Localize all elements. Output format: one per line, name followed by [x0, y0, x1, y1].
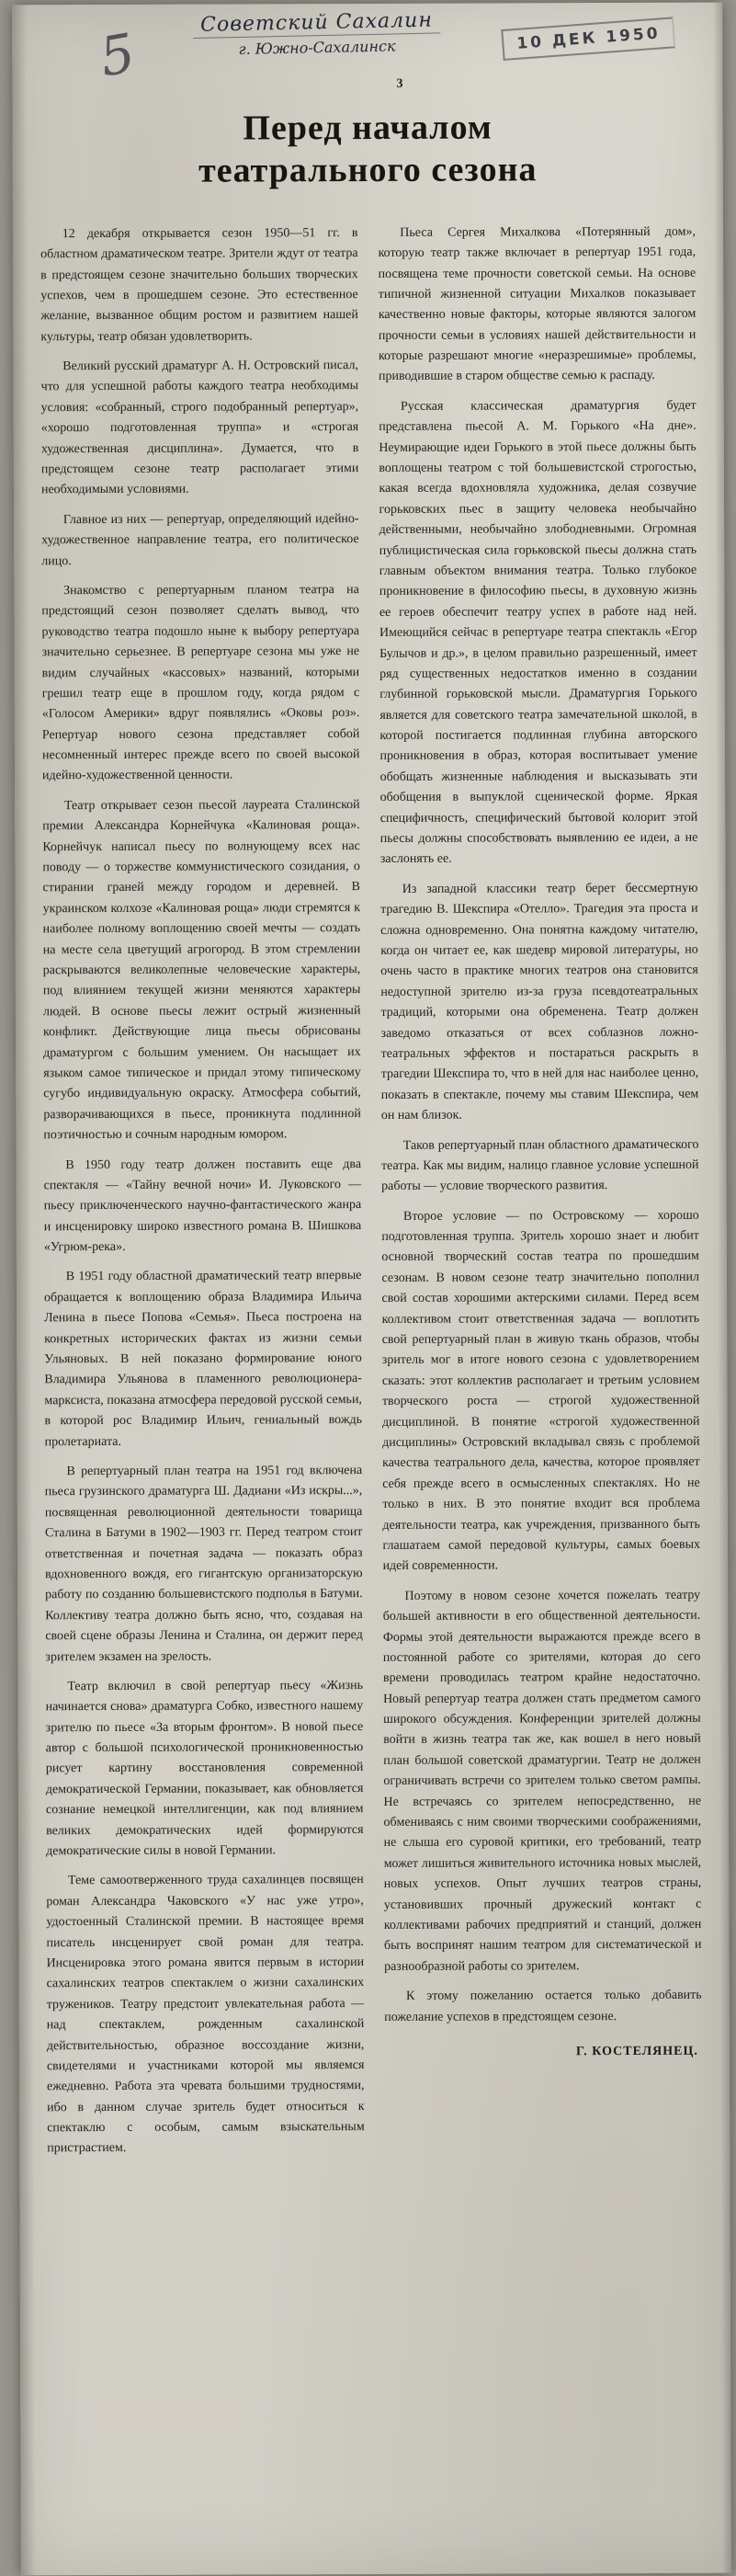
- article-title-line1: Перед началом: [243, 108, 493, 148]
- newspaper-clipping: [12, 3, 731, 2576]
- date-stamp: 10 ДЕК 1950: [501, 17, 675, 61]
- left-column: [40, 223, 365, 2169]
- right-column-paragraphs: [378, 222, 701, 2027]
- paragraph: Русская классическая драматургия будет представлена пьесой А. М. Горького «На дне». Неумирающие идеи Горького в этой пьесе должны быть воплощены театром с той большевистской строгостью, какая всегда вдохновляла художника, делая созвучие горьковских пьес в защиту человека необычайно действенными, необычайно злободневными. Огромная публицистическая сила горьковской пьесы должна стать главным объектом внимания театра. Только глубокое проникновение в философию пьесы, в духовную жизнь ее героев обеспечит театру успех в работе над ней. Имеющийся сейчас в репертуаре театра спектакль «Егор Булычов и др.», в целом правильно разрешенный, имеет ряд существенных недостатков именно в создании глубинной горьковской мысли. Драматургия Горького является для советского театра замечательной школой, в которой постигается подлинная глубина авторского проникновения в образ, которая воспитывает умение обобщать жизненные наблюдения и высказывать эти обобщения в выпуклой сценической форме. Яркая специфичность, специфический бытовой колорит этой пьесы должны способствовать выявлению ее идеи, а не заслонять ее.: [379, 398, 698, 867]
- paragraph: Театр включил в свой репертуар пьесу «Жизнь начинается снова» драматурга Собко, известного нашему зрителю по пьесе «За вторым фронтом». В новой пьесе автор с большой психологической проникновенностью рисует картину восстановления современной демократической Германии, показывает, как обновляется сознание немецкой интеллигенции, как под влиянием великих демократических идей формируются демократические силы в новой Германии.: [45, 1678, 364, 1859]
- clipping-header: [12, 3, 722, 97]
- left-column-paragraphs: [40, 223, 365, 2160]
- right-column: [378, 222, 702, 2167]
- paragraph: Пьеса Сергея Михалкова «Потерянный дом», которую театр также включает в репертуар 1951 года, посвящена теме прочности советской семьи. На основе типичной жизненной ситуации Михалков показывает качественно новые факторы, которые являются залогом прочности семьи в условиях нашей действительности и которые разрешают многие «неразрешимые» проблемы, приводившие в старом обществе семью к распаду.: [378, 224, 696, 384]
- paragraph: В 1950 году театр должен поставить еще два спектакля — «Тайну вечной ночи» И. Луковского — пьесу приключенческого научно-фантастического жанра и инсценировку широко известного романа В. Шишкова «Угрюм-река».: [43, 1157, 362, 1255]
- paragraph: Главное из них — репертуар, определяющий идейно-художественное направление театра, его политическое лицо.: [41, 511, 359, 568]
- paragraph: 12 декабря открывается сезон 1950—51 гг. в областном драматическом театре. Зрители ждут от театра в предстоящем сезоне значительно больших творческих успехов, чем в прошедшем сезоне. Это естественное желание, вызванное общим ростом и развитием нашей культуры, театр обязан удовлетворить.: [40, 225, 358, 344]
- page-number: 3: [396, 76, 403, 91]
- paragraph: Таков репертуарный план областного драматического театра. Как мы видим, налицо главное условие успешной работы — условие творческого развития.: [381, 1137, 699, 1194]
- newspaper-city: г. Южно-Сахалинск: [238, 37, 396, 58]
- paragraph: Второе условие — по Островскому — хорошо подготовленная труппа. Зритель хорошо знает и любит основной творческий состав театра по прошедшим сезонам. В новом сезоне театр значительно пополнил свой состав хорошими актерскими силами. Перед всем коллективом стоит ответственная задача — воплотить свой репертуарный план в живую ткань образов, чтобы зритель мог в итоге нового сезона с удовлетворением сказать: этот коллектив располагает и третьим условием творческого роста — строгой художественной дисциплиной. В понятие «строгой художественной дисциплины» Островский вкладывал связь с проблемой качества театрального дела, качества, которое проявляет себя прежде всего в осмысленных спектаклях. Но не только в них. В это понятие входит вся проблема деятельности театра, как учреждения, призванного быть глашатаем самой передовой культуры, самых боевых идей современности.: [381, 1208, 700, 1574]
- author-signature: Г. КОСТЕЛЯНЕЦ.: [575, 2044, 698, 2059]
- paragraph: Великий русский драматург А. Н. Островский писал, что для успешной работы каждого театра необходимы условия: «собранный, строго подобранный репертуар», «хорошо подготовленная труппа» и «строгая художественная дисциплина». Думается, что в предстоящем сезоне театр располагает этими необходимыми условиями.: [40, 359, 359, 497]
- paragraph: В 1951 году областной драматический театр впервые обращается к воплощению образа Владимира Ильича Ленина в пьесе Попова «Семья». Пьеса построена на конкретных исторических фактах из жизни семьи Ульяновых. В ней показано формирование юного Владимира Ульянова в пламенного революционера-марксиста, показана атмосфера передовой русской семьи, в которой рос Владимир Ильич, гениальный вождь пролетариата.: [44, 1269, 363, 1449]
- article-title-line2: театрального сезона: [198, 150, 538, 191]
- article-body: [13, 222, 730, 2169]
- paragraph: Теме самоотверженного труда сахалинцев посвящен роман Александра Чаковского «У нас уже утро», удостоенный Сталинской премии. В настоящее время писатель инсценирует свой роман для театра. Инсценировка этого романа явится первым в истории сахалинских театров спектаклем о жизни сахалинских тружеников. Театру предстоит увлекательная работа — над спектаклем, рожденным сахалинской действительностью, образное воссоздание жизни, свидетелями и участниками которой мы являемся ежедневно. Работа эта чревата большими трудностями, ибо в данном случае зритель будет относиться к спектаклю с особым, самым взыскательным пристрастием.: [46, 1873, 365, 2156]
- paragraph: Знакомство с репертуарным планом театра на предстоящий сезон позволяет сделать вывод, что руководство театра подошло ныне к выбору репертуара значительно серьезнее. В репертуаре сезона мы уже не видим случайных «кассовых» названий, которыми грешил театр еще в прошлом году, когда рядом с «Голосом Америки» вдруг появлялись «Оковы роз». Репертуар нового сезона представляет собой несомненный интерес прежде всего по своей высокой идейно-художественной ценности.: [41, 583, 360, 783]
- paragraph: К этому пожеланию остается только добавить пожелание успехов в предстоящем сезоне.: [384, 1988, 702, 2024]
- paragraph: Театр открывает сезон пьесой лауреата Сталинской премии Александра Корнейчука «Калиновая роща». Корнейчук написал пьесу по волнующему всех нас поводу — о торжестве коммунистического созидания, о стирании граней между городом и деревней. В украинском колхозе «Калиновая роща» люди стремятся к наиболее полному воплощению своей мечты — создать на месте села цветущий агрогород. В этом стремлении раскрываются великолепные человеческие характеры, под влиянием текущей жизни меняются характеры людей. В основе пьесы лежит острый жизненный конфликт. Действующие лица пьесы обрисованы драматургом с большим умением. Он насыщает их языком самое типическое и придал этому типическому сугубо индивидуальную окраску. Атмосфера событий, разворачивающихся в пьесе, проникнута подлинной поэтичностью и сочным народным юмором.: [42, 797, 361, 1143]
- paragraph: В репертуарный план театра на 1951 год включена пьеса грузинского драматурга Ш. Дадиани «Из искры...», посвященная революционной деятельности товарища Сталина в Батуми в 1902—1903 гг. Перед театром стоит ответственная и почетная задача — показать образ вдохновенного вождя, его гигантскую организаторскую работу по созданию большевистского подполья в Батуми. Коллективу театра должно быть ясно, что, создавая на своей сцене образы Ленина и Сталина, он держит перед зрителем экзамен на зрелость.: [44, 1464, 363, 1664]
- paragraph: Поэтому в новом сезоне хочется пожелать театру большей активности в его общественной деятельности. Формы этой деятельности выражаются прежде всего в постоянной работе со зрителями, которая до сего времени проводилась театром крайне недостаточно. Новый репертуар театра должен стать предметом самого широкого обсуждения. Конференции зрителей должны войти в жизнь театра так же, как вошел в него новый план большой советской драматургии. Театр не должен ограничивать встречи со зрителем только светом рампы. Не встречаясь со зрителем непосредственно, не обмениваясь с ним своими творческими соображениями, не слыша его суровой критики, его требований, театр может лишиться живительного источника новых мыслей, новых успехов. Опыт лучших театров страны, установивших прочный дружеский контакт с коллективами рабочих предприятий и станций, должен быть воспринят нашим театром для систематической и разнообразной работы со зрителем.: [382, 1588, 702, 1974]
- newspaper-name: Советский Сахалин: [193, 8, 440, 39]
- paragraph: Из западной классики театр берет бессмертную трагедию В. Шекспира «Отелло». Трагедия эта проста и сложна одновременно. Она понятна каждому читателю, когда он читает ее, как шедевр мировой литературы, но очень часто в практике многих театров она становится недоступной зрителю из-за груза псевдотеатральных традиций, которыми она обременена. Театр должен заведомо отказаться от всех соблазнов ложно-театральных эффектов и постараться раскрыть в трагедии Шекспира то, что в ней для нас наиболее ценно, показать в спектакле, почему мы ставим Шекспира, чем он нам близок.: [380, 881, 699, 1123]
- handwritten-number: 5: [95, 21, 140, 89]
